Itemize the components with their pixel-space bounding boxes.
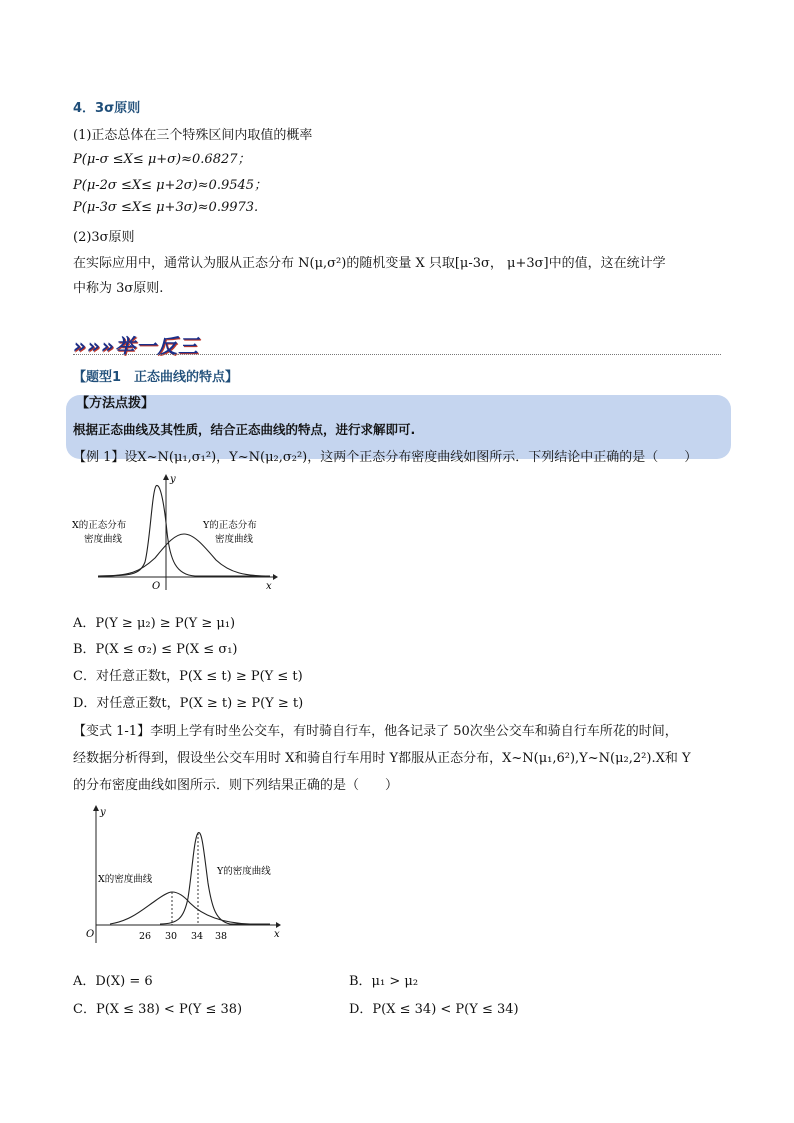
example1-figure — [70, 472, 280, 596]
x-curve-label-2: 密度曲线 — [84, 534, 123, 545]
variant1-option-a: A．D(X) = 6 — [73, 974, 153, 989]
y-axis-arrow-icon — [163, 474, 169, 480]
example1-option-b: B．P(X ≤ σ₂) ≤ P(X ≤ σ₁) — [73, 642, 238, 657]
method-text: 根据正态曲线及其性质，结合正态曲线的特点，进行求解即可. — [73, 422, 416, 437]
type-title: 【题型1 正态曲线的特点】 — [73, 370, 239, 385]
probability-line-2: P(μ-2σ ≤X≤ μ+2σ)≈0.9545； — [73, 178, 268, 193]
section-title: 4．3σ原则 — [73, 101, 141, 116]
variant1-figure — [80, 803, 290, 948]
y-curve-label-1: Y的正态分布 — [203, 520, 257, 531]
variant1-option-c: C．P(X ≤ 38) < P(Y ≤ 38) — [73, 1002, 243, 1017]
x-curve-label: X的密度曲线 — [98, 874, 153, 885]
paragraph-line-2: 中称为 3σ原则. — [73, 281, 164, 296]
variant1-line-3: 的分布密度曲线如图所示．则下列结果正确的是（ ） — [73, 778, 399, 793]
dotted-divider — [73, 354, 721, 355]
y-axis-label: y — [100, 807, 106, 818]
probability-line-3: P(μ-3σ ≤X≤ μ+3σ)≈0.9973. — [73, 200, 259, 215]
example1-option-a: A．P(Y ≥ μ₂) ≥ P(Y ≥ μ₁) — [73, 616, 236, 631]
y-density-curve — [160, 833, 255, 924]
example1-stem: 【例 1】设X~N(μ₁,σ₁²)，Y~N(μ₂,σ₂²)，这两个正态分布密度曲线如图所示．下列结论中正确的是（ ） — [73, 450, 698, 465]
method-label: 【方法点拨】 — [76, 396, 155, 411]
variant1-option-d: D．P(X ≤ 34) < P(Y ≤ 34) — [349, 1002, 519, 1017]
example1-option-c: C．对任意正数t，P(X ≤ t) ≥ P(Y ≤ t) — [73, 669, 303, 684]
subheading-probabilities: (1)正态总体在三个特殊区间内取值的概率 — [73, 128, 313, 143]
tick-38: 38 — [215, 931, 228, 942]
y-curve-label: Y的密度曲线 — [217, 866, 271, 877]
x-axis-arrow-icon — [276, 922, 281, 928]
origin-label: O — [86, 929, 95, 940]
section-banner: »»»举一反三 — [73, 334, 199, 358]
x-axis-label: x — [266, 581, 272, 592]
variant1-option-b: B．μ₁ > μ₂ — [349, 974, 419, 989]
y-axis-arrow-icon — [93, 805, 99, 811]
subheading-3sigma: (2)3σ原则 — [73, 230, 135, 245]
tick-30: 30 — [165, 931, 178, 942]
probability-line-1: P(μ-σ ≤X≤ μ+σ)≈0.6827； — [73, 152, 251, 167]
x-curve-label-1: X的正态分布 — [72, 520, 127, 531]
variant1-line-1: 【变式 1-1】李明上学有时坐公交车，有时骑自行车，他各记录了 50次坐公交车和骑自行车所花的时间， — [73, 724, 678, 739]
tick-34: 34 — [191, 931, 204, 942]
example1-option-d: D．对任意正数t，P(X ≥ t) ≥ P(Y ≥ t) — [73, 696, 304, 711]
x-density-curve — [110, 892, 270, 924]
y-curve-label-2: 密度曲线 — [215, 534, 254, 545]
paragraph-line-1: 在实际应用中，通常认为服从正态分布 N(μ,σ²)的随机变量 X 只取[μ-3σ， μ+3σ]中的值，这在统计学 — [73, 256, 666, 271]
variant1-line-2: 经数据分析得到，假设坐公交车用时 X和骑自行车用时 Y都服从正态分布，X~N(μ₁,6²),Y~N(μ₂,2²).X和 Y — [73, 751, 691, 766]
x-axis-label: x — [274, 929, 280, 940]
tick-26: 26 — [139, 931, 152, 942]
origin-label: O — [152, 581, 161, 592]
y-axis-label: y — [170, 474, 176, 485]
x-axis-arrow-icon — [273, 574, 278, 580]
